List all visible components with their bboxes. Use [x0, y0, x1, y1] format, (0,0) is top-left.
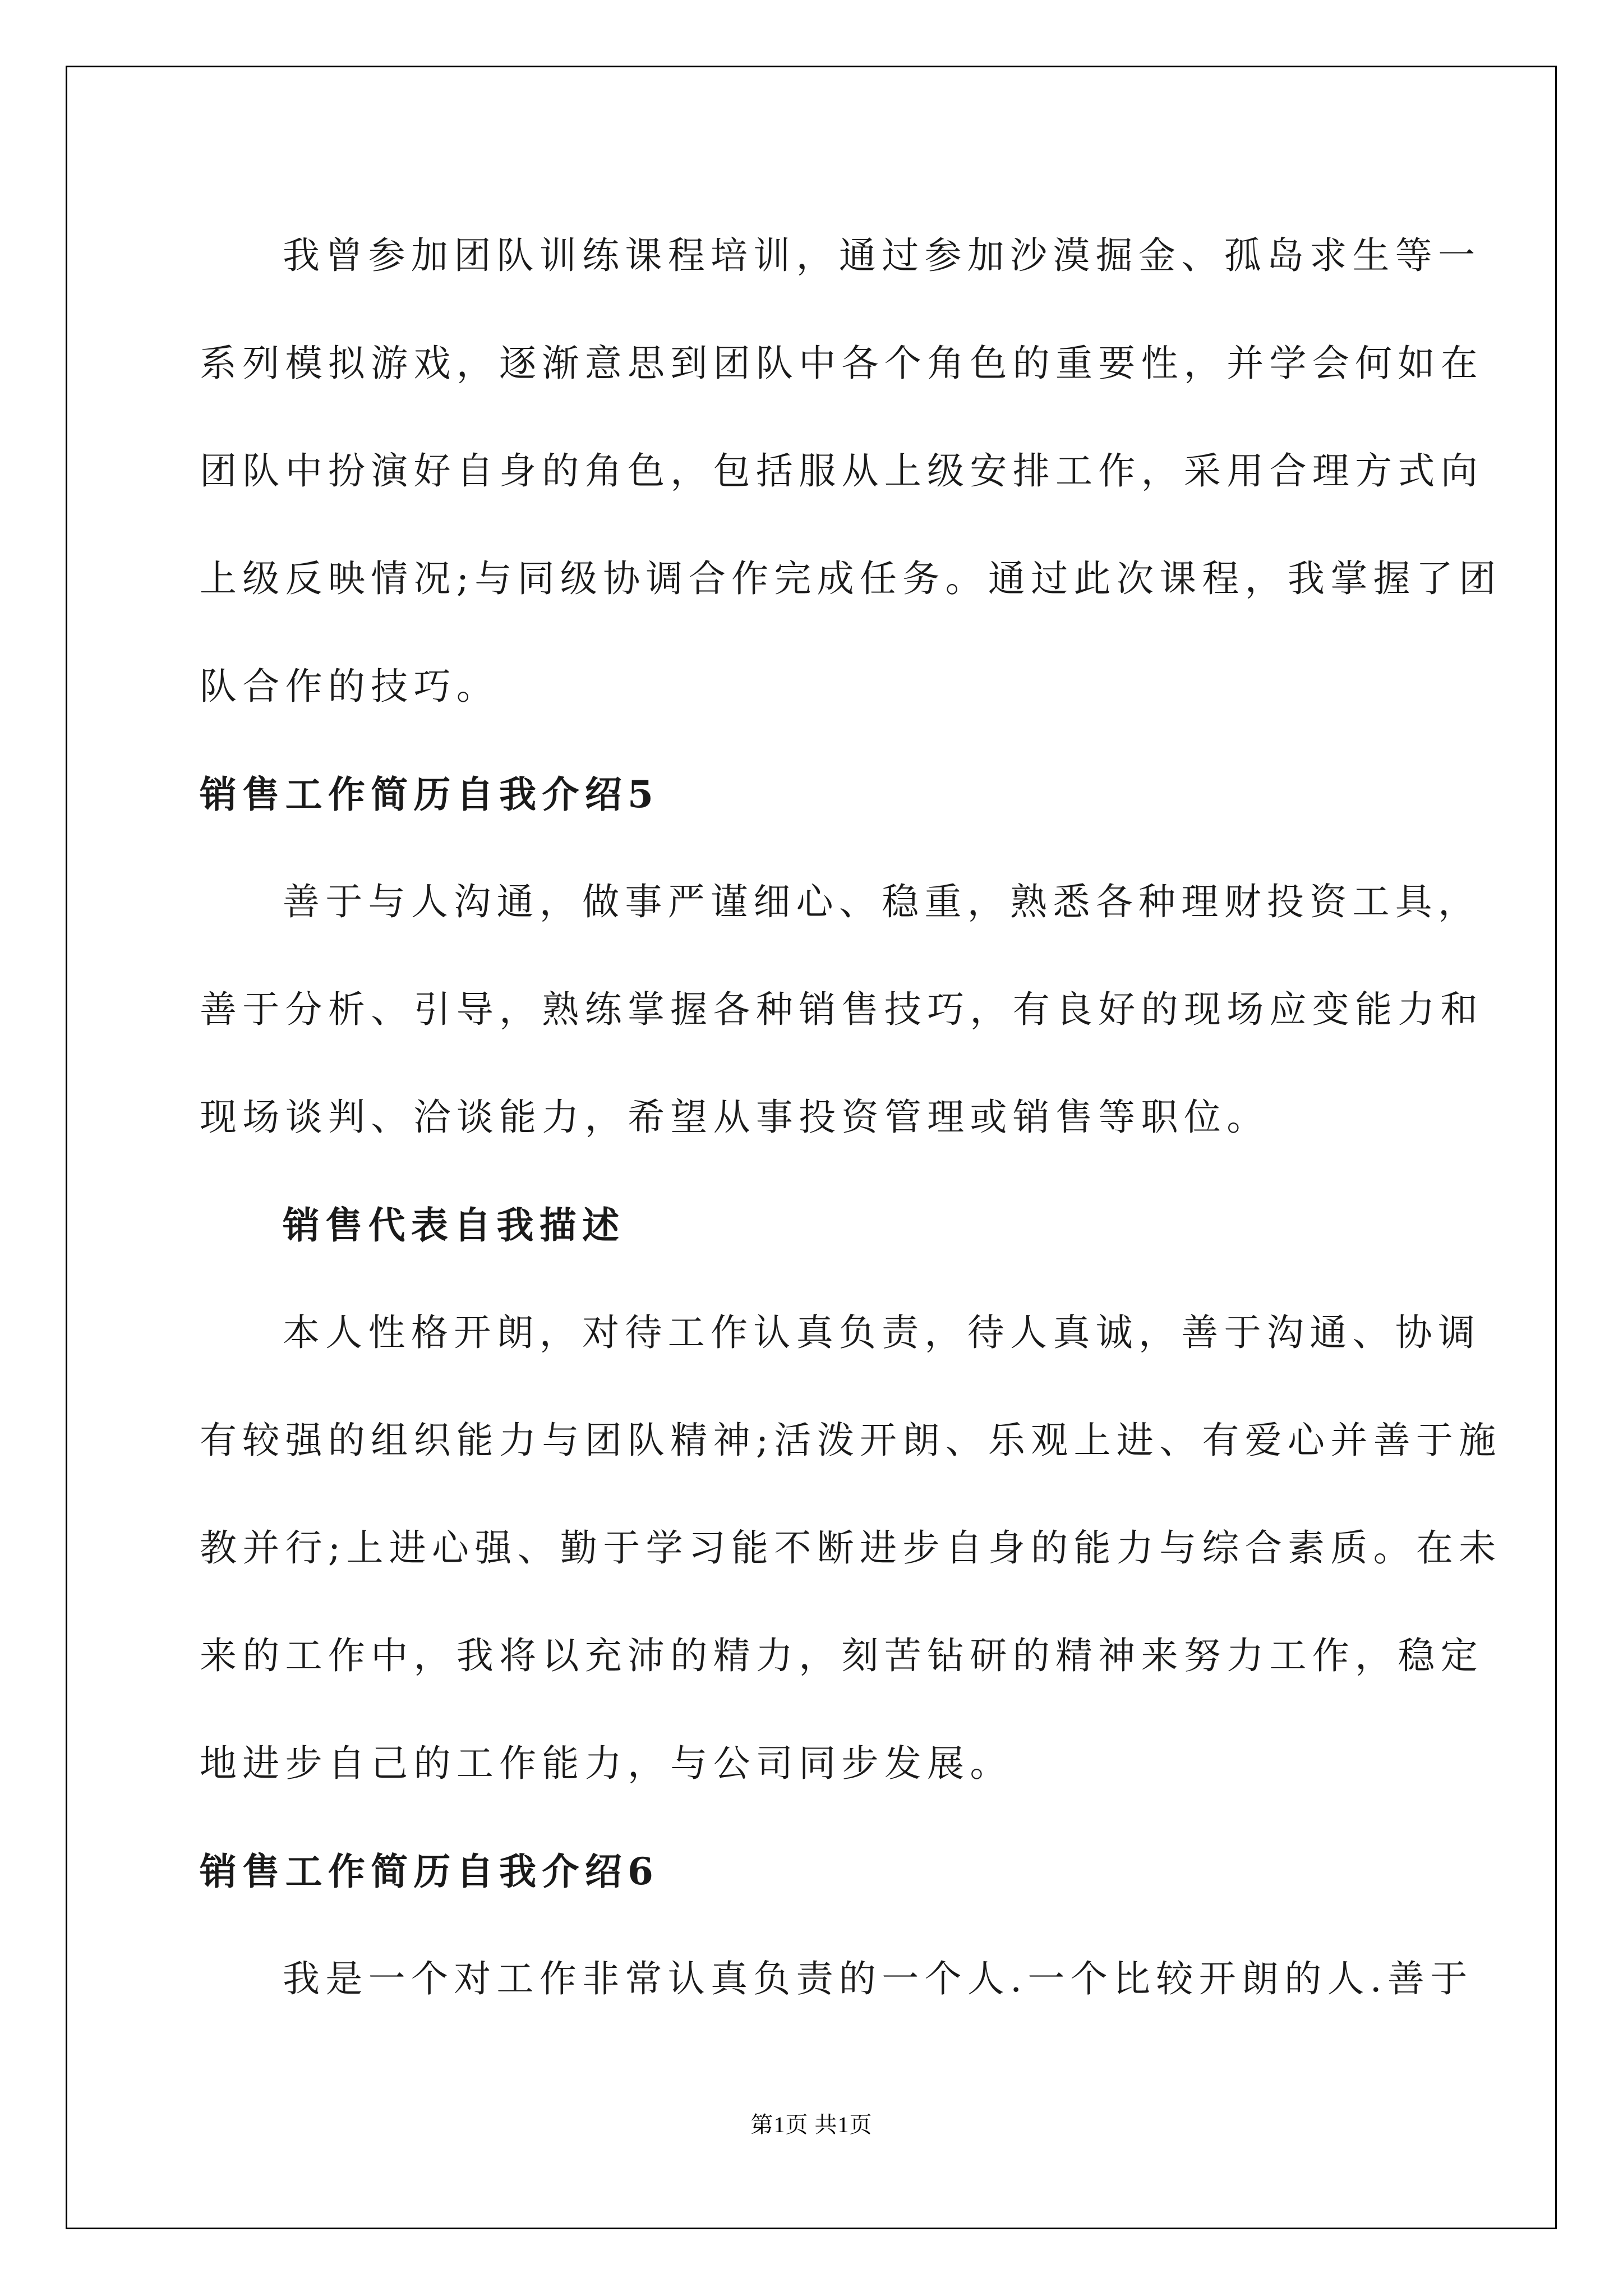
page-footer: [0, 2107, 1623, 2139]
heading-text: 销售工作简历自我介绍6: [200, 1849, 660, 1893]
text-line: 教并行;上进心强、勤于学习能不断进步自身的能力与综合素质。在未: [200, 1526, 1502, 1570]
text-line: 队合作的技巧。: [200, 665, 500, 708]
paragraph-communication: [200, 848, 1483, 1171]
text-line: 现场谈判、洽谈能力，希望从事投资管理或销售等职位。: [200, 1096, 1270, 1139]
text-line: 善于与人沟通，做事严谨细心、稳重，熟悉各种理财投资工具，: [283, 880, 1481, 923]
subheading-text: 销售代表自我描述: [283, 1203, 625, 1247]
subheading-sales-rep: [200, 1171, 1431, 1279]
section-heading-5: [200, 740, 1431, 848]
text-line: 有较强的组织能力与团队精神;活泼开朗、乐观上进、有爱心并善于施: [200, 1419, 1502, 1462]
paragraph-team-training: [200, 202, 1502, 740]
text-line: 善于分析、引导，熟练掌握各种销售技巧，有良好的现场应变能力和: [200, 988, 1483, 1031]
text-line: 本人性格开朗，对待工作认真负责，待人真诚，善于沟通、协调: [283, 1311, 1481, 1354]
text-line: 地进步自己的工作能力，与公司同步发展。: [200, 1742, 1013, 1785]
text-line: 来的工作中，我将以充沛的精力，刻苦钻研的精神来努力工作，稳定: [200, 1634, 1483, 1677]
text-line: 系列模拟游戏，逐渐意思到团队中各个角色的重要性，并学会何如在: [200, 342, 1483, 385]
paragraph-personality: [200, 1279, 1502, 1818]
page-number-label: 第1页 共1页: [750, 2112, 873, 2137]
text-line: 团队中扮演好自身的角色，包括服从上级安排工作，采用合理方式向: [200, 449, 1483, 493]
text-line: 上级反映情况;与同级协调合作完成任务。通过此次课程，我掌握了团: [200, 557, 1502, 600]
document-body: [200, 202, 1502, 2033]
section-heading-6: [200, 1818, 1431, 1925]
text-line: 我是一个对工作非常认真负责的一个人.一个比较开朗的人.善于: [283, 1957, 1473, 2000]
text-line: 我曾参加团队训练课程培训，通过参加沙漠掘金、孤岛求生等一: [283, 234, 1481, 277]
heading-text: 销售工作简历自我介绍5: [200, 772, 660, 816]
paragraph-responsible: [200, 1925, 1473, 2033]
